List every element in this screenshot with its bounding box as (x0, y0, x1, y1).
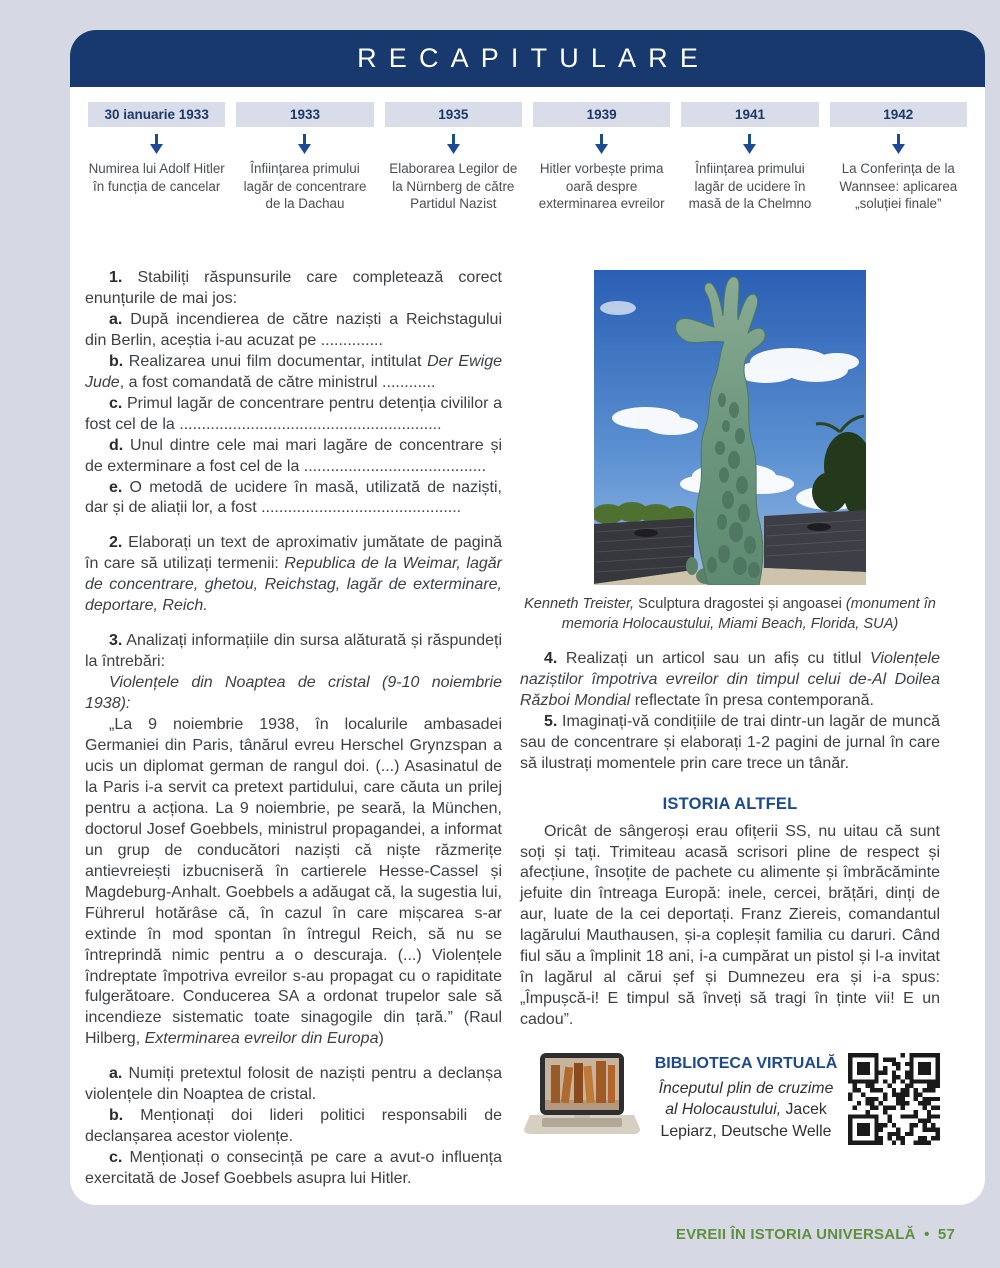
timeline-item (88, 102, 225, 240)
timeline-item (236, 102, 373, 240)
exercise-paragraph: 2. Elaborați un text de aproximativ jumătate de pagină în care să utilizați termenii: Republica de la Weimar, lagăr de concentrare, ghetou, Reichstag, lagăr de exterminare, deportare, Reich. (85, 534, 502, 615)
down-arrow-icon (891, 134, 906, 154)
timeline-date: 1939 (533, 102, 670, 127)
laptop-books-icon (520, 1051, 644, 1146)
footer-page-number: 57 (937, 1226, 955, 1243)
down-arrow-icon (446, 134, 461, 154)
exercise-paragraph: 1. Stabiliți răspunsurile care completează corect enunțurile de mai jos: (85, 269, 502, 307)
memorial-photo (594, 270, 866, 585)
timeline-description: Numirea lui Adolf Hitler în funcția de cancelar (88, 161, 225, 194)
exercise-paragraph: c. Menționați o consecință pe care a avut-o influența exercitată de Josef Goebbels asupra lui Hitler. (85, 1149, 502, 1188)
timeline-date: 1941 (681, 102, 818, 127)
exercises-right-column (520, 649, 940, 775)
istoria-altfel-text: Oricât de sângeroși erau ofițerii SS, nu uitau că sunt soți și tați. Trimiteau acasă scrisori pline de respect și afecțiune, însoțite de pachete cu alimente și îmbrăcăminte jefuite din întreaga Europă: inele, cercei, brățări, dinți de aur, luate de la cei deportați. Franz Ziereis, comandantul lagărului Mauthausen, și-a copleșit familia cu daruri. Când fiul său a împlinit 18 ani, i-a cumpărat un pistol și l-a invitat în lagărul al cărui șef și Dumnezeu era și i-a spus: „Împușcă-i! E timpul să înveți să tragi în ținte vii! E un cadou”. (520, 822, 940, 1029)
timeline-date: 1933 (236, 102, 373, 127)
page-footer (70, 1226, 985, 1243)
timeline-date: 1942 (830, 102, 967, 127)
page-card (70, 30, 985, 1205)
exercise-paragraph: c. Primul lagăr de concentrare pentru detenția civililor a fost cel de la ........................................................... (85, 394, 502, 433)
istoria-altfel-title: ISTORIA ALTFEL (662, 794, 798, 813)
exercises-left-column (85, 268, 502, 1190)
main-content (70, 240, 985, 1190)
timeline-item (385, 102, 522, 240)
exercise-paragraph: 4. Realizați un articol sau un afiș cu titlul Violențele naziștilor împotriva evreilor din timpul celui de-Al Doilea Război Mondial reflectate în presa contemporană. (520, 649, 940, 709)
page-title: RECAPITULARE (357, 43, 710, 73)
timeline-item (681, 102, 818, 240)
exercise-paragraph: e. O metodă de ucidere în masă, utilizată de naziști, dar și de aliații lor, a fost ............................................. (85, 478, 502, 517)
timeline-description: Înființarea primului lagăr de concentrare de la Dachau (243, 161, 367, 212)
qr-code-icon (848, 1053, 940, 1145)
down-arrow-icon (742, 134, 757, 154)
exercise-paragraph: 5. Imaginați-vă condițiile de trai dintr-un lagăr de muncă sau de concentrare și elaborați 1-2 pagini de jurnal în care să ilustrați momentele prin care trece un tânăr. (520, 712, 940, 772)
virtual-library-title: BIBLIOTECA VIRTUALĂ (654, 1055, 838, 1073)
figure-caption: Kenneth Treister, Sculptura dragostei și angoasei (monument în memoria Holocaustului, Miami Beach, Florida, SUA) (524, 596, 936, 633)
holocaust-memorial-sculpture-image (594, 270, 866, 585)
timeline-description: Hitler vorbește prima oară despre exterminarea evreilor (538, 161, 665, 212)
timeline-description: Înființarea primului lagăr de ucidere în masă de la Chelmno (688, 161, 812, 212)
recap-header (70, 30, 985, 87)
timeline-item (830, 102, 967, 240)
down-arrow-icon (149, 134, 164, 154)
virtual-library-reference: Începutul plin de cruzime al Holocaustului, Jacek Lepiarz, Deutsche Welle (658, 1080, 834, 1140)
timeline-description: Elaborarea Legilor de la Nürnberg de către Partidul Nazist (389, 161, 518, 212)
down-arrow-icon (594, 134, 609, 154)
down-arrow-icon (297, 134, 312, 154)
virtual-library-text (654, 1055, 838, 1142)
timeline-description: La Conferința de la Wannsee: aplicarea „soluției finale” (839, 161, 958, 212)
exercise-paragraph: „La 9 noiembrie 1938, în localurile ambasadei Germaniei din Paris, tânărul evreu Herschel Grynzspan a ucis un diplomat german de rangul doi. (...) Asasinatul de la Paris i-a servit ca pretext partidului, care căuta un prilej pentru a acționa. La 9 noiembrie, pe seară, la München, doctorul Josef Goebbels, ministrul propagandei, a informat un grup de conducători naziști că niște răzmerițe antievreiești izbucniseră în cartierele Hesse-Cassel și Magdeburg-Anhalt. Goebbels a adăugat că, la sugestia lui, Führerul hotărâse că, în cazul în care mișcarea s-ar extinde în mod spontan în întregul Reich, să nu se întreprindă nimic pentru a o descuraja. (...) Violențele îndreptate împotriva evreilor s-au propagat cu o rapiditate fulgerătoare. Conducerea SA a ordonat trupelor sale să incendieze sistematic toate sinagogile din țară.” (Raul Hilberg, Exterminarea evreilor din Europa) (85, 716, 502, 1048)
exercise-paragraph: b. Menționați doi lideri politici responsabili de declanșarea acestor violențe. (85, 1107, 502, 1146)
footer-chapter: EVREII ÎN ISTORIA UNIVERSALĂ (675, 1226, 916, 1243)
exercise-paragraph: a. După incendierea de către naziști a Reichstagului din Berlin, aceștia i-au acuzat pe .............. (85, 310, 502, 349)
footer-bullet: • (924, 1226, 930, 1243)
timeline (70, 87, 985, 240)
exercise-paragraph: b. Realizarea unui film documentar, intitulat Der Ewige Jude, a fost comandată de către ministrul ............ (85, 352, 502, 391)
exercise-paragraph: Violențele din Noaptea de cristal (9-10 noiembrie 1938): (85, 674, 502, 713)
timeline-date: 30 ianuarie 1933 (88, 102, 225, 127)
right-column (520, 268, 940, 1146)
exercise-paragraph: 3. Analizați informațiile din sursa alăturată și răspundeți la întrebări: (85, 632, 502, 671)
exercise-paragraph: d. Unul dintre cele mai mari lagăre de concentrare și de exterminare a fost cel de la ......................................... (85, 436, 502, 475)
virtual-library-section (520, 1051, 940, 1146)
exercise-paragraph: a. Numiți pretextul folosit de naziști pentru a declanșa violențele din Noaptea de cristal. (85, 1065, 502, 1104)
timeline-item (533, 102, 670, 240)
timeline-date: 1935 (385, 102, 522, 127)
